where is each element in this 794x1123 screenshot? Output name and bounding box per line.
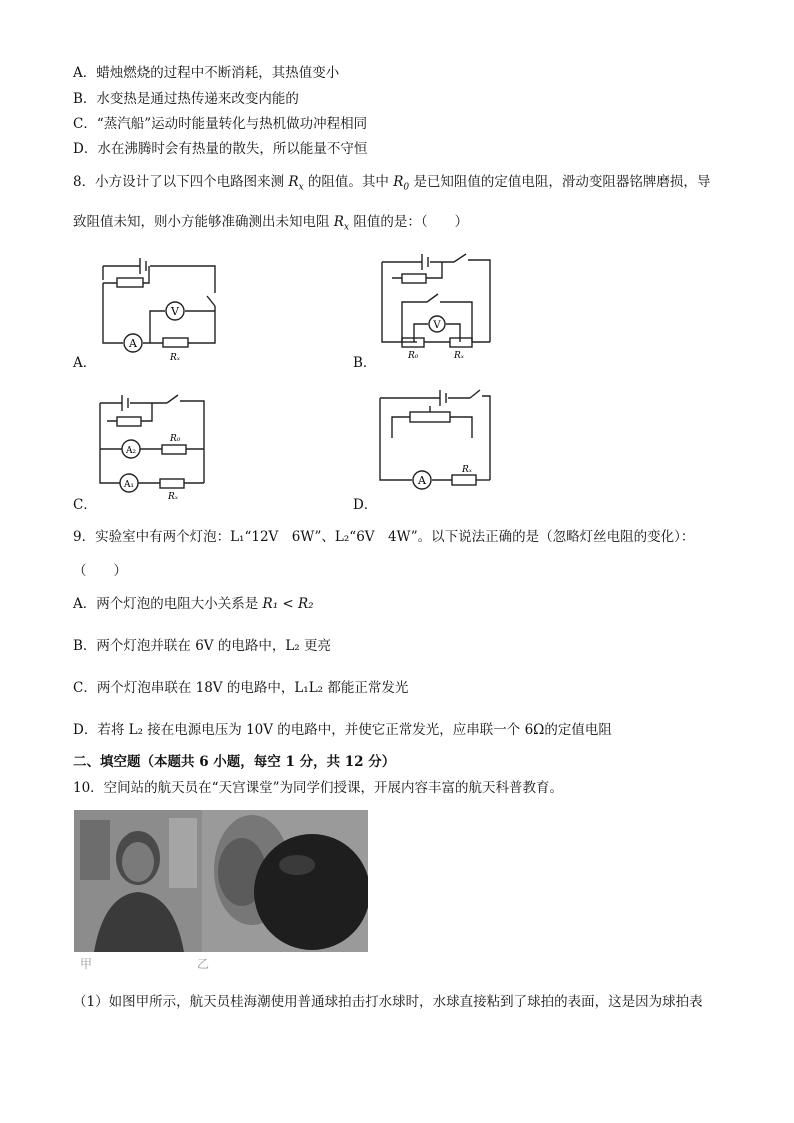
q9-option-a-math: R₁ < R₂ [262, 596, 314, 612]
q7-option-a: A．蜡烛燃烧的过程中不断消耗，其热值变小 [73, 65, 340, 81]
photo-jia [74, 810, 202, 952]
rx-label: Rₓ [168, 492, 178, 502]
circuit-diagram-d [372, 378, 502, 503]
q8-option-c-label: C． [73, 497, 97, 513]
q9-answer-bracket: （ ） [73, 563, 127, 579]
q9-option-d: D．若将 L₂ 接在电源电压为 10V 的电路中，并使它正常发光，应串联一个 6Ω的定值电阻 [73, 722, 612, 738]
q9-option-b: B．两个灯泡并联在 6V 的电路中，L₂ 更亮 [73, 638, 332, 654]
rx-label: Rₓ [462, 465, 472, 475]
q8-stem-line2 [73, 213, 468, 237]
r0-label: R₀ [408, 351, 419, 361]
q8-option-d-label: D． [353, 497, 378, 513]
q8-option-a-label: A． [73, 355, 97, 371]
circuit-diagram-b [372, 244, 502, 364]
circuit-diagram-a [95, 248, 245, 368]
q8-stem-part3: 是已知阻值的定值电阻，滑动变阻器铭牌磨损，导 [413, 174, 711, 190]
ammeter-label: A [418, 474, 426, 487]
r0-label: R₀ [170, 434, 181, 444]
q7-option-d: D．水在沸腾时会有热量的散失，所以能量不守恒 [73, 141, 368, 157]
q7-option-c: C．“蒸汽船”运动时能量转化与热机做功冲程相同 [73, 116, 368, 132]
circuit-diagram-c [92, 385, 222, 505]
q10-photo [74, 810, 368, 952]
q8-stem-part1: 8．小方设计了以下四个电路图来测 [73, 174, 285, 190]
q8-stem-part5: 阻值的是：（ ） [353, 214, 469, 230]
q10-photo-caption: 甲 乙 [80, 957, 211, 971]
voltmeter-label: V [433, 320, 441, 331]
rx-symbol: $R_x$ [288, 174, 304, 193]
ammeter-label: A [129, 337, 137, 350]
section-title: 二、填空题（本题共 6 小题，每空 1 分，共 12 分） [73, 754, 396, 770]
q9-option-a [73, 595, 314, 613]
q8-option-b-label: B． [353, 355, 377, 371]
q10-stem: 10．空间站的航天员在“天宫课堂”为同学们授课，开展内容丰富的航天科普教育。 [73, 780, 563, 796]
q9-option-c: C．两个灯泡串联在 18V 的电路中，L₁L₂ 都能正常发光 [73, 680, 409, 696]
q10-part1: （1）如图甲所示，航天员桂海潮使用普通球拍击打水球时，水球直接粘到了球拍的表面，这是因为球拍表 [73, 994, 703, 1010]
rx-label: Rₓ [454, 351, 464, 361]
r0-symbol: $R_0$ [393, 174, 410, 193]
q9-stem: 9．实验室中有两个灯泡：L₁“12V 6W”、L₂“6V 4W”。以下说法正确的是（忽略灯丝电阻的变化）： [73, 529, 695, 545]
ammeter-1-label: A₁ [123, 480, 135, 490]
rx-label: Rₓ [170, 353, 180, 363]
photo-yi [202, 810, 368, 952]
rx-symbol: $R_x$ [333, 214, 350, 233]
q8-stem-line1 [73, 173, 710, 197]
voltmeter-label: V [171, 305, 179, 318]
q7-option-b: B．水变热是通过热传递来改变内能的 [73, 91, 299, 107]
q8-stem-part2: 的阻值。其中 [307, 174, 389, 190]
ammeter-2-label: A₂ [125, 446, 137, 456]
q9-option-a-text: A．两个灯泡的电阻大小关系是 [73, 596, 259, 612]
q8-stem-part4: 致阻值未知，则小方能够准确测出未知电阻 [73, 214, 330, 230]
